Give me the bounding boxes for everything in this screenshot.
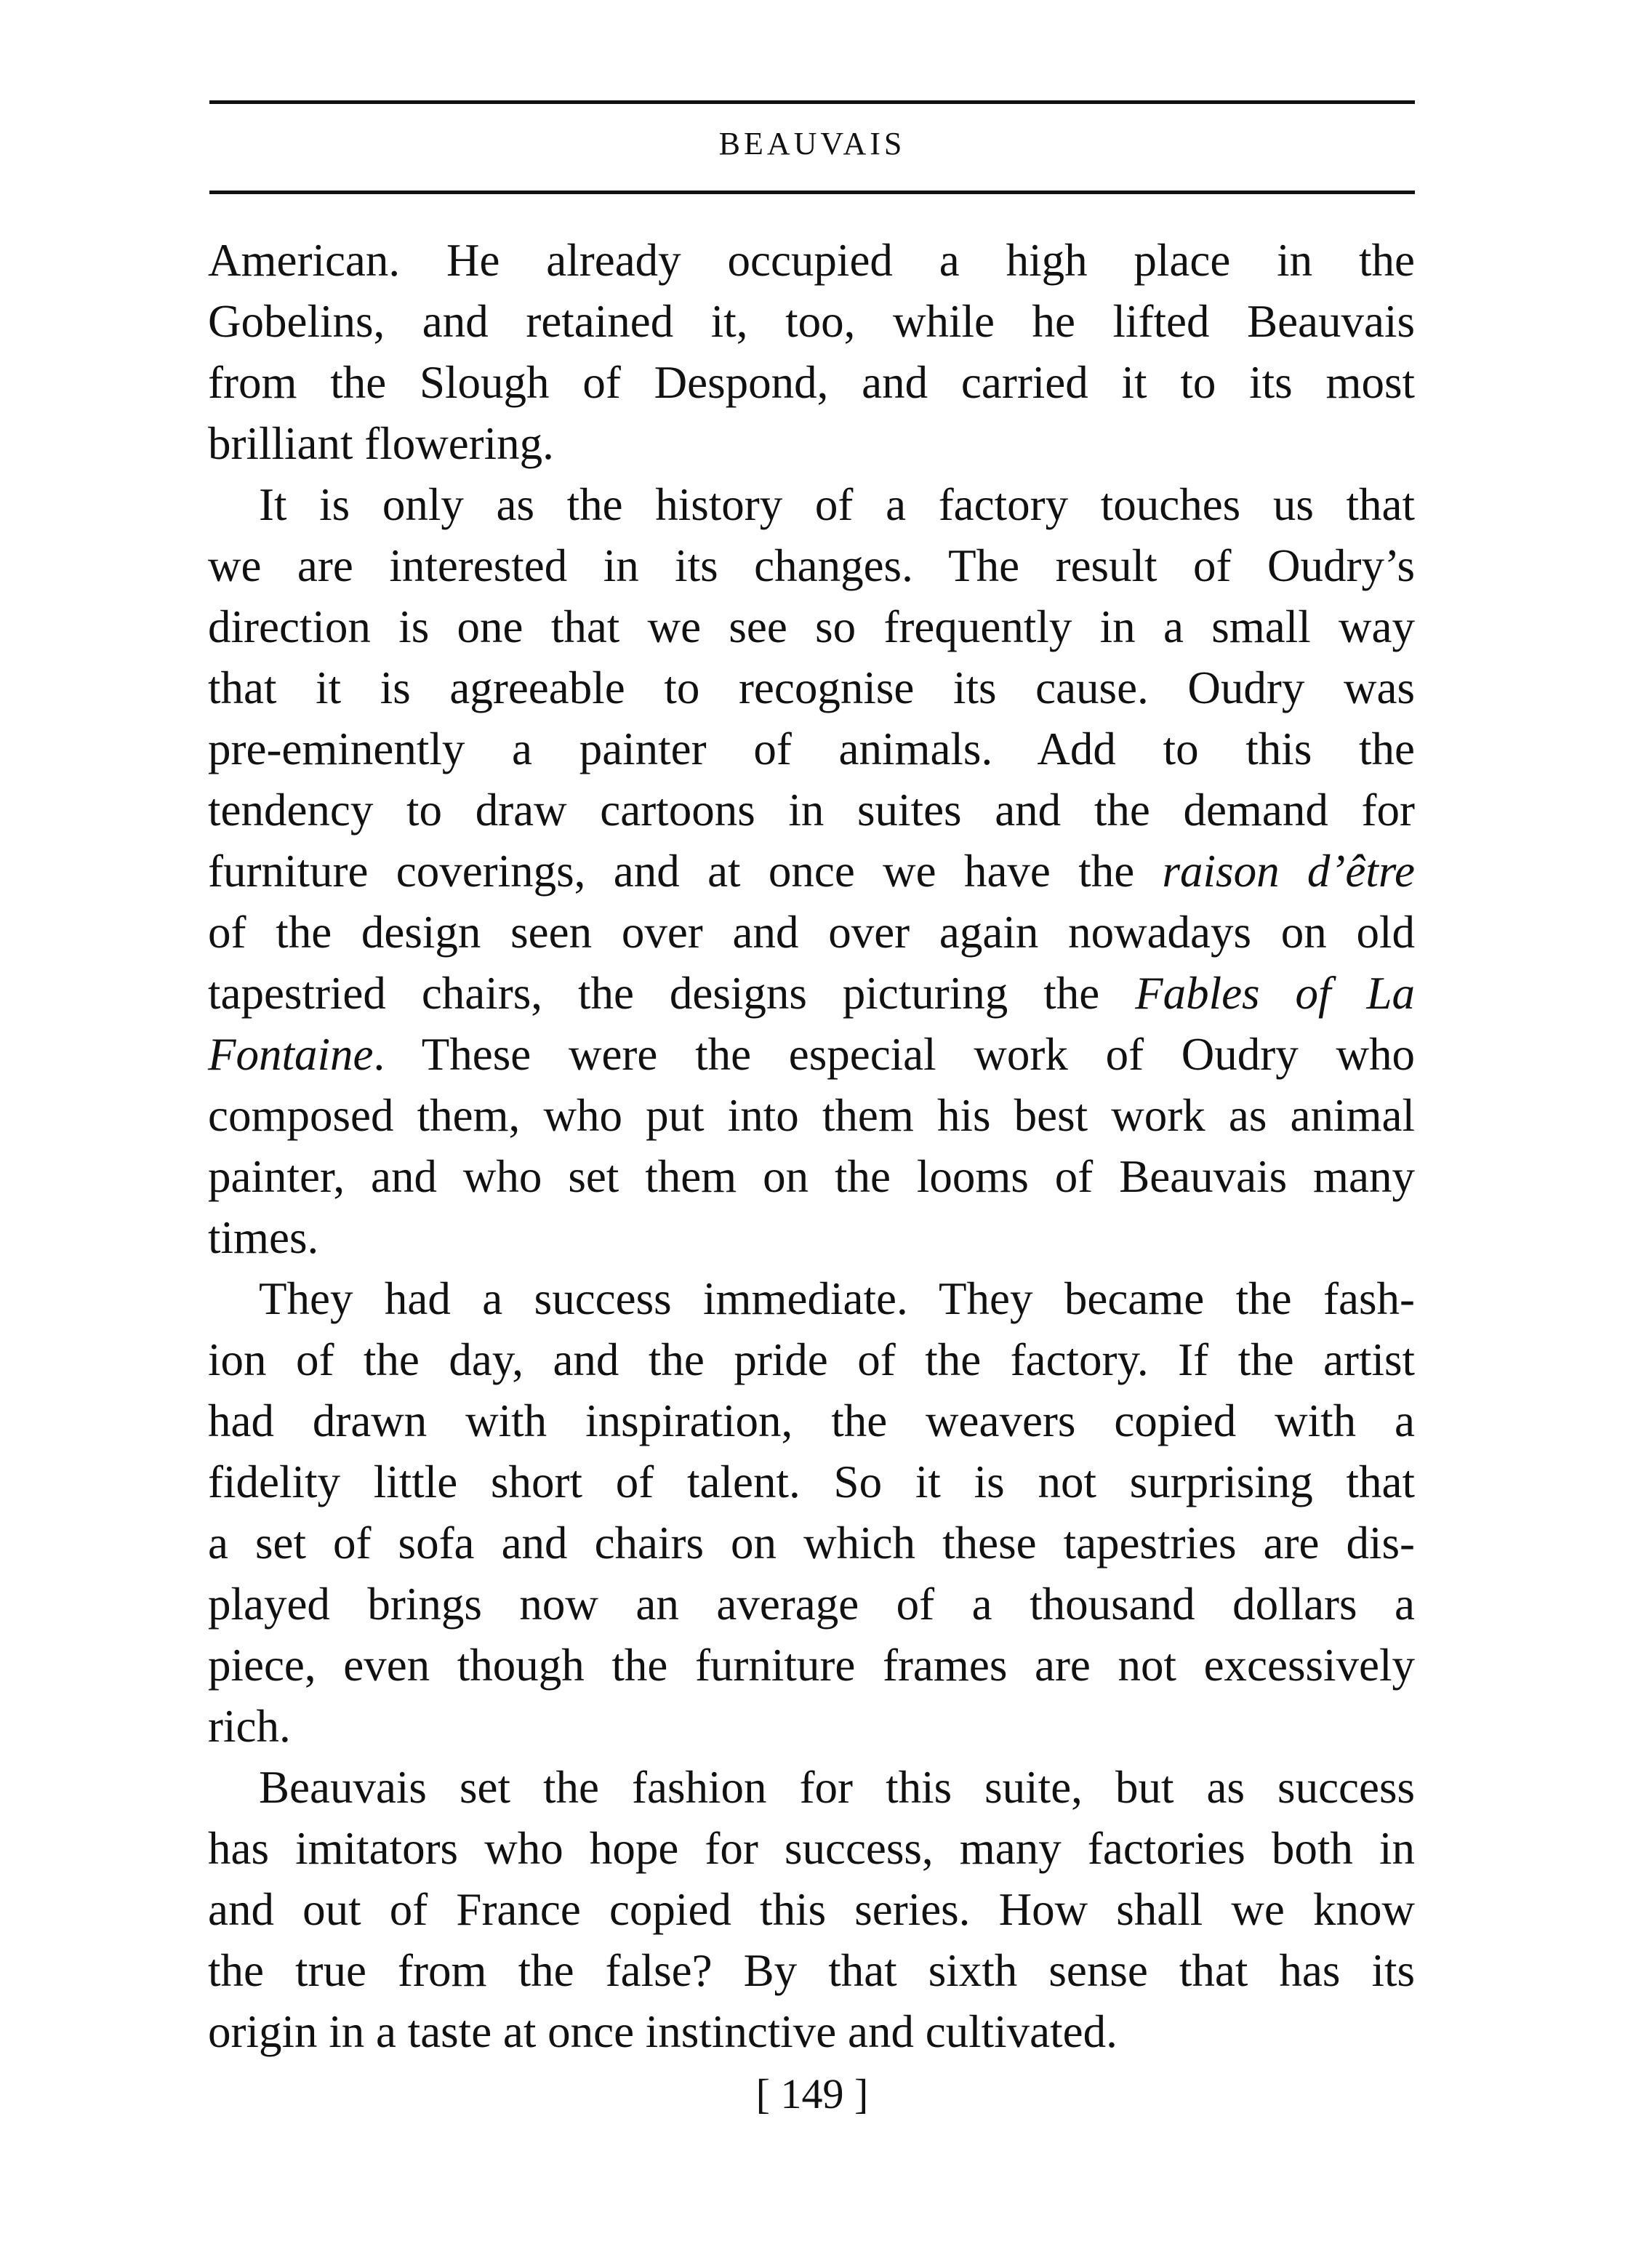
text-line (208, 1940, 1415, 2001)
text-line (208, 1512, 1415, 1574)
text-line (208, 1329, 1415, 1390)
italic-text: Fables of La (1135, 968, 1415, 1019)
running-head: BEAUVAIS (718, 126, 906, 161)
text-segment: piece, even though the furniture frames are not excessively (208, 1640, 1415, 1691)
header-rule-bottom (209, 191, 1415, 194)
text-segment: ion of the day, and the pride of the factory. If the artist (208, 1334, 1415, 1385)
text-line (208, 657, 1415, 718)
text-line (208, 1635, 1415, 1696)
paragraph (208, 1268, 1415, 1757)
text-line (208, 1146, 1415, 1207)
text-line (208, 1696, 1415, 1757)
text-segment: times. (208, 1212, 319, 1263)
text-segment: fidelity little short of talent. So it is not surprising that (208, 1456, 1415, 1507)
header-rule-top (209, 100, 1415, 104)
italic-text: raison d’être (1162, 846, 1415, 897)
text-segment: pre-eminently a painter of animals. Add to this the (208, 724, 1415, 774)
text-segment: a set of sofa and chairs on which these tapestries are dis- (208, 1518, 1415, 1568)
text-line (208, 718, 1415, 780)
text-line (208, 291, 1415, 352)
text-segment: Beauvais set the fashion for this suite, but as success (259, 1762, 1415, 1813)
text-segment: from the Slough of Despond, and carried it to its most (208, 357, 1415, 408)
text-segment: has imitators who hope for success, many factories both in (208, 1823, 1415, 1874)
page-number: [ 149 ] (755, 2070, 869, 2117)
text-segment: that it is agreeable to recognise its cause. Oudry was (208, 662, 1415, 713)
italic-text: Fontaine (208, 1029, 374, 1080)
text-segment: . These were the especial work of Oudry who (373, 1029, 1415, 1080)
text-line (208, 1757, 1415, 1818)
paragraph (208, 1757, 1415, 2062)
body-text (208, 230, 1415, 2062)
text-segment: of the design seen over and over again nowadays on old (208, 907, 1415, 958)
text-line (208, 1451, 1415, 1512)
text-segment: we are interested in its changes. The result of Oudry’s (208, 540, 1415, 591)
text-segment: furniture coverings, and at once we have the (208, 846, 1163, 897)
text-segment: They had a success immediate. They became the fash- (259, 1273, 1415, 1324)
text-segment: brilliant flowering. (208, 418, 554, 469)
text-segment: origin in a taste at once instinctive and cultivated. (208, 2006, 1118, 2057)
text-line (208, 1574, 1415, 1635)
text-line (208, 413, 1415, 474)
text-segment: tendency to draw cartoons in suites and the demand for (208, 785, 1415, 836)
text-segment: American. He already occupied a high place in the (208, 235, 1415, 286)
text-line (208, 841, 1415, 902)
text-line (208, 1085, 1415, 1146)
text-line (208, 780, 1415, 841)
text-line (208, 352, 1415, 413)
text-line (208, 902, 1415, 963)
text-segment: and out of France copied this series. How shall we know (208, 1884, 1415, 1935)
text-line (208, 230, 1415, 291)
text-segment: played brings now an average of a thousand dollars a (208, 1579, 1415, 1630)
text-line (208, 1818, 1415, 1879)
text-segment: Gobelins, and retained it, too, while he lifted Beauvais (208, 296, 1415, 347)
text-segment: It is only as the history of a factory touches us that (259, 479, 1415, 530)
text-segment: composed them, who put into them his best work as animal (208, 1090, 1415, 1141)
text-line (208, 1879, 1415, 1940)
text-line (208, 1268, 1415, 1329)
text-line (208, 963, 1415, 1024)
paragraph (208, 474, 1415, 1268)
paragraph (208, 230, 1415, 474)
text-segment: painter, and who set them on the looms of Beauvais many (208, 1151, 1415, 1202)
text-segment: direction is one that we see so frequently in a small way (208, 601, 1415, 652)
text-line (208, 474, 1415, 535)
text-line (208, 1024, 1415, 1085)
text-segment: tapestried chairs, the designs picturing the (208, 968, 1136, 1019)
text-line (208, 1207, 1415, 1268)
text-segment: had drawn with inspiration, the weavers copied with a (208, 1395, 1415, 1446)
text-line (208, 2001, 1415, 2062)
text-line (208, 596, 1415, 657)
text-line (208, 535, 1415, 596)
text-line (208, 1390, 1415, 1451)
text-segment: the true from the false? By that sixth sense that has its (208, 1945, 1415, 1996)
text-segment: rich. (208, 1701, 291, 1752)
